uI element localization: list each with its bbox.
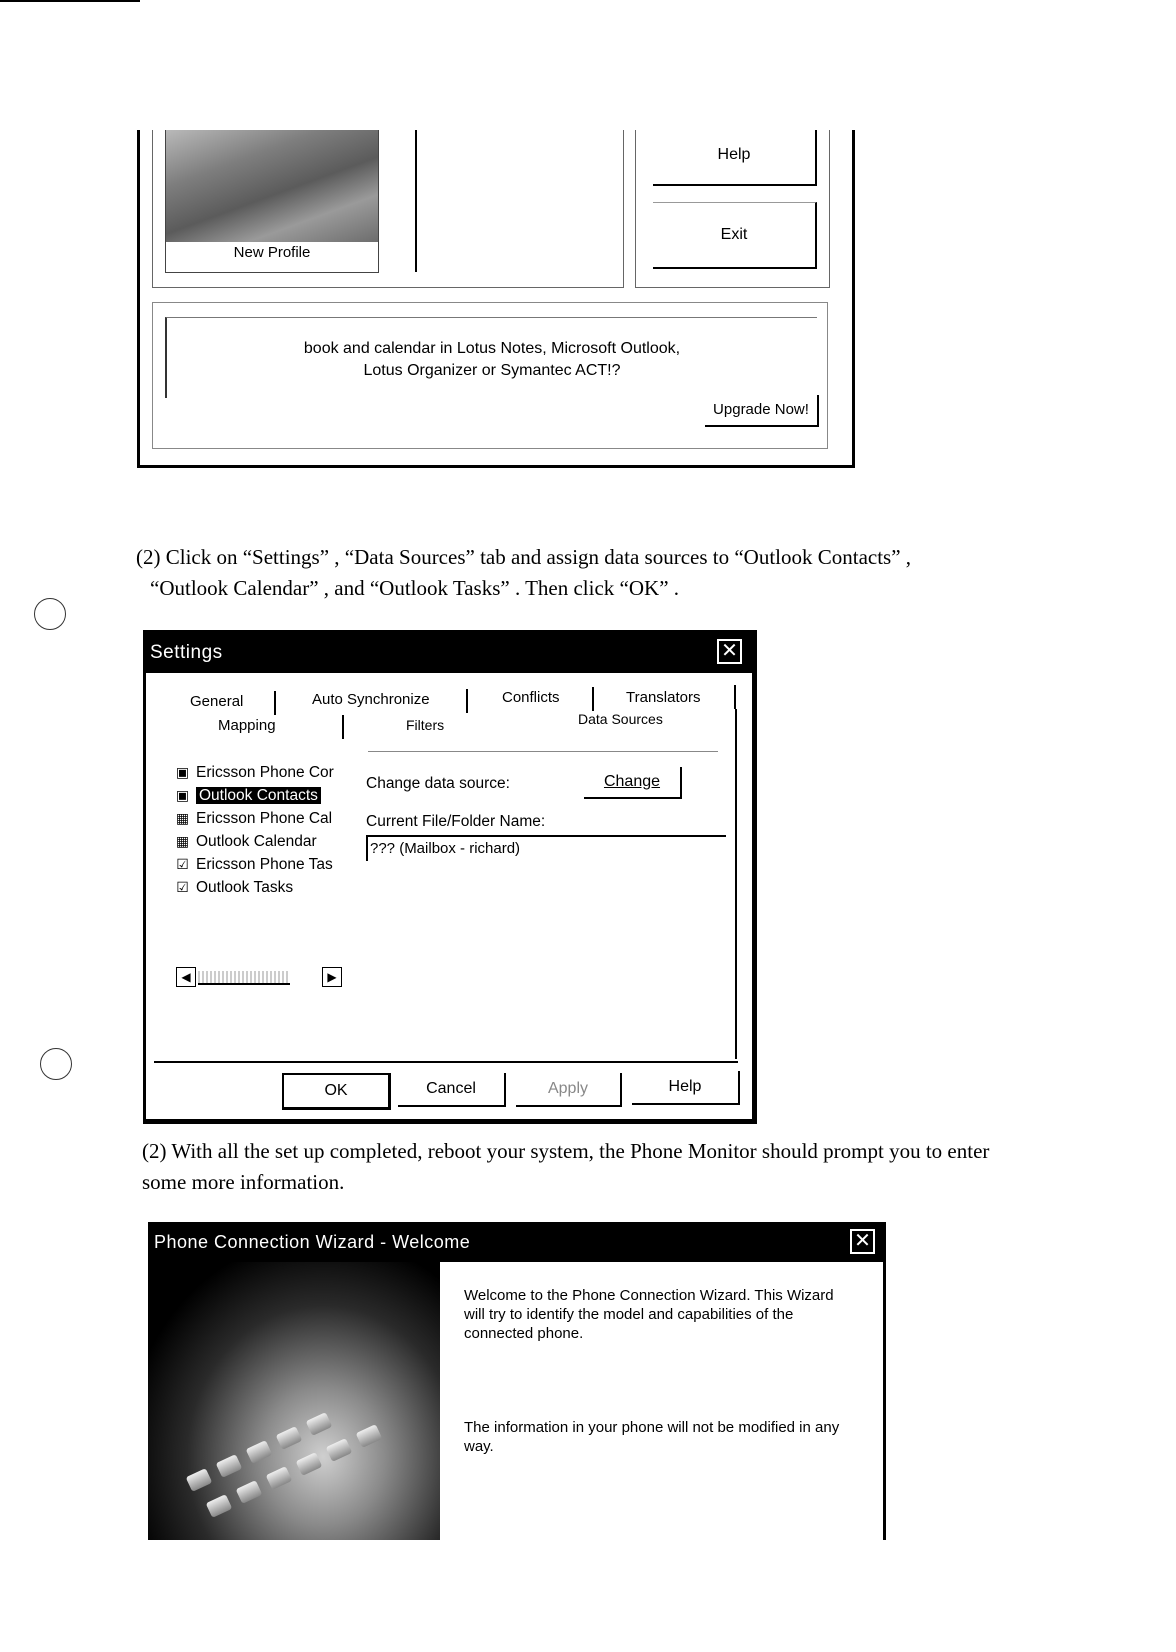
tab-filters[interactable]: Filters [406, 717, 445, 733]
keyboard-key-shape [246, 1440, 273, 1464]
profile-thumbnail-image [166, 130, 378, 242]
binder-hole-mark [34, 598, 66, 630]
task-icon: ☑ [176, 879, 189, 895]
scroll-left-icon[interactable]: ◀ [176, 967, 196, 987]
upgrade-now-button[interactable]: Upgrade Now! [705, 395, 819, 427]
page-top-rule [0, 0, 140, 2]
binder-hole-mark [40, 1048, 72, 1080]
calendar-icon: ▦ [175, 833, 190, 849]
tab-translators[interactable]: Translators [626, 689, 701, 706]
current-folder-field[interactable]: ??? (Mailbox - richard) [366, 835, 726, 861]
tab-mapping[interactable]: Mapping [218, 717, 276, 734]
tab-separator [274, 691, 276, 715]
tab-general[interactable]: General [190, 693, 244, 710]
upgrade-panel [152, 302, 828, 449]
phone-connection-wizard [148, 1222, 886, 1540]
change-data-source-label: Change data source: [366, 775, 510, 792]
settings-dialog [143, 630, 757, 1124]
scroll-thumb[interactable] [198, 971, 290, 985]
data-source-list[interactable] [174, 761, 344, 983]
settings-title-bar [146, 633, 752, 673]
list-item[interactable]: ▦ Ericsson Phone Cal [174, 807, 344, 830]
panel-divider [415, 130, 417, 272]
instruction-settings [136, 542, 1136, 604]
wizard-title-bar [148, 1222, 883, 1262]
profile-window [137, 130, 855, 468]
task-icon: ☑ [176, 856, 189, 872]
list-item[interactable]: ☑ Ericsson Phone Tas [174, 853, 344, 876]
dialog-bottom-rule [154, 1061, 738, 1063]
instruction-line: some more information. [142, 1170, 345, 1194]
ok-button[interactable]: OK [282, 1073, 391, 1110]
close-icon[interactable]: ✕ [850, 1229, 875, 1254]
profile-list-panel [152, 130, 624, 288]
address-book-icon: ▣ [175, 787, 190, 803]
tab-data-sources[interactable]: Data Sources [578, 711, 663, 727]
instruction-line: (2) Click on “Settings” , “Data Sources” tab and assign data sources to “Outlook Contacts” , [136, 545, 912, 569]
keyboard-key-shape [306, 1412, 333, 1436]
keyboard-key-shape [216, 1454, 243, 1478]
change-button[interactable]: Change [584, 767, 682, 799]
instruction-line: “Outlook Calendar” , and “Outlook Tasks” . Then click “OK” . [150, 576, 680, 600]
keyboard-key-shape [206, 1494, 233, 1518]
exit-button[interactable]: Exit [653, 202, 817, 269]
wizard-title: Phone Connection Wizard - Welcome [154, 1232, 471, 1252]
list-item[interactable]: ▣ Ericsson Phone Cor [174, 761, 344, 784]
keyboard-key-shape [276, 1426, 303, 1450]
scroll-right-icon[interactable]: ▶ [322, 967, 342, 987]
new-profile-tile[interactable] [165, 130, 379, 273]
tab-panel-edge [735, 709, 737, 1059]
keyboard-key-shape [266, 1466, 293, 1490]
keyboard-key-shape [356, 1424, 383, 1448]
list-item[interactable]: ☑ Outlook Tasks [174, 876, 344, 899]
keyboard-key-shape [186, 1468, 213, 1492]
upgrade-message-line: Lotus Organizer or Symantec ACT!? [363, 362, 621, 379]
tab-conflicts[interactable]: Conflicts [502, 689, 560, 706]
settings-title: Settings [150, 642, 223, 663]
new-profile-label: New Profile [233, 244, 311, 261]
close-icon[interactable]: ✕ [717, 639, 742, 664]
keyboard-key-shape [296, 1452, 323, 1476]
instruction-reboot [142, 1136, 1142, 1198]
tab-panel-rule [368, 751, 718, 752]
keyboard-photo [148, 1262, 440, 1540]
list-item[interactable]: ▦ Outlook Calendar [174, 830, 344, 853]
list-horizontal-scrollbar[interactable] [176, 967, 344, 989]
upgrade-message [167, 338, 817, 382]
tab-separator [734, 685, 736, 709]
tab-separator [592, 687, 594, 711]
tab-separator [342, 715, 344, 739]
calendar-icon: ▦ [175, 810, 190, 826]
list-item[interactable]: ▣ Outlook Contacts [174, 784, 344, 807]
keyboard-key-shape [326, 1438, 353, 1462]
keyboard-key-shape [236, 1480, 263, 1504]
current-folder-label: Current File/Folder Name: [366, 813, 546, 830]
help-button[interactable]: Help [632, 1071, 740, 1105]
help-button[interactable]: Help [653, 130, 817, 186]
instruction-line: (2) With all the set up completed, reboot your system, the Phone Monitor should prompt you to enter [142, 1139, 990, 1163]
wizard-info-text: The information in your phone will not be modified in any way. [464, 1419, 840, 1455]
tab-auto-synchronize[interactable]: Auto Synchronize [312, 691, 430, 708]
tab-separator [466, 689, 468, 713]
profile-actions-panel [635, 130, 830, 288]
address-book-icon: ▣ [175, 764, 190, 780]
wizard-welcome-text: Welcome to the Phone Connection Wizard. This Wizard will try to identify the model and capabilities of the connected phone. [464, 1287, 834, 1342]
upgrade-message-line: book and calendar in Lotus Notes, Microsoft Outlook, [303, 340, 681, 357]
cancel-button[interactable]: Cancel [398, 1073, 506, 1107]
upgrade-message-box [165, 317, 817, 398]
apply-button[interactable]: Apply [516, 1073, 622, 1107]
